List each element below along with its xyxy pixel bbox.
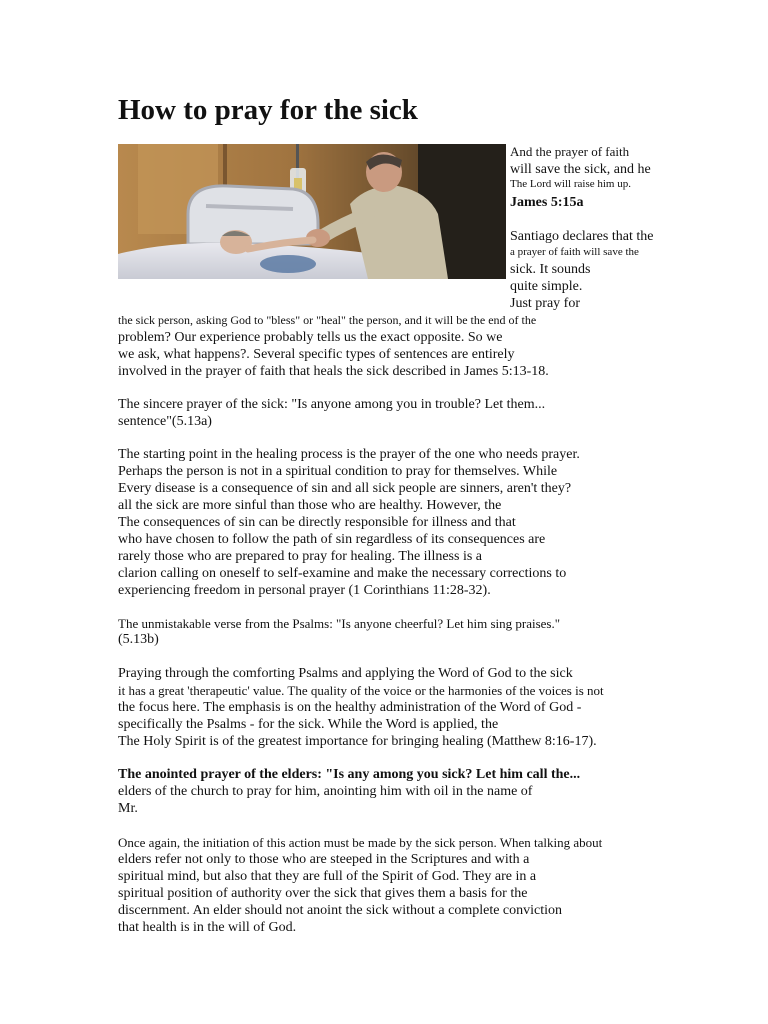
body-line: (5.13b) xyxy=(118,632,159,647)
side-line: a prayer of faith will save the xyxy=(510,246,639,258)
page-title: How to pray for the sick xyxy=(118,94,418,126)
body-line: The Holy Spirit is of the greatest importance for bringing healing (Matthew 8:16-17). xyxy=(118,734,597,749)
hospital-prayer-photo xyxy=(118,144,506,279)
body-line: specifically the Psalms - for the sick. While the Word is applied, the xyxy=(118,717,499,732)
body-line: clarion calling on oneself to self-examine and make the necessary corrections to xyxy=(118,566,567,581)
section-heading: The sincere prayer of the sick: "Is anyone among you in trouble? Let them... xyxy=(118,397,546,412)
body-line: spiritual mind, but also that they are full of the Spirit of God. They are in a xyxy=(118,869,537,884)
body-line: Perhaps the person is not in a spiritual condition to pray for themselves. While xyxy=(118,464,558,479)
side-line: The Lord will raise him up. xyxy=(510,178,631,190)
body-line: who have chosen to follow the path of sin regardless of its consequences are xyxy=(118,532,546,547)
body-line: The starting point in the healing process is the prayer of the one who needs prayer. xyxy=(118,447,580,462)
body-line: Every disease is a consequence of sin and all sick people are sinners, aren't they? xyxy=(118,481,572,496)
body-line: involved in the prayer of faith that heals the sick described in James 5:13-18. xyxy=(118,364,549,379)
body-line: elders refer not only to those who are steeped in the Scriptures and with a xyxy=(118,852,530,867)
side-line: Santiago declares that the xyxy=(510,229,654,244)
section-heading: The unmistakable verse from the Psalms: "Is anyone cheerful? Let him sing praises." xyxy=(118,616,561,631)
body-line: that health is in the will of God. xyxy=(118,920,297,935)
side-line: will save the sick, and he xyxy=(510,162,651,177)
body-line: elders of the church to pray for him, anointing him with oil in the name of xyxy=(118,784,533,799)
body-line: Praying through the comforting Psalms and applying the Word of God to the sick xyxy=(118,666,573,681)
side-line: Just pray for xyxy=(510,296,580,311)
section-heading: The anointed prayer of the elders: "Is any among you sick? Let him call the... xyxy=(118,767,581,782)
scripture-reference: James 5:15a xyxy=(510,195,584,210)
body-line: rarely those who are prepared to pray for healing. The illness is a xyxy=(118,549,482,564)
body-line: we ask, what happens?. Several specific types of sentences are entirely xyxy=(118,347,515,362)
side-line: sick. It sounds xyxy=(510,262,591,277)
body-line: sentence"(5.13a) xyxy=(118,414,212,429)
body-line: experiencing freedom in personal prayer (1 Corinthians 11:28-32). xyxy=(118,583,491,598)
body-line: the sick person, asking God to "bless" or "heal" the person, and it will be the end of the xyxy=(118,313,537,327)
body-line: the focus here. The emphasis is on the healthy administration of the Word of God - xyxy=(118,700,582,715)
body-line: it has a great 'therapeutic' value. The quality of the voice or the harmonies of the voices is not xyxy=(118,683,604,698)
body-line: problem? Our experience probably tells us the exact opposite. So we xyxy=(118,330,503,345)
side-line: quite simple. xyxy=(510,279,583,294)
body-line: The consequences of sin can be directly responsible for illness and that xyxy=(118,515,516,530)
body-line: Once again, the initiation of this action must be made by the sick person. When talking about xyxy=(118,835,603,850)
body-line: all the sick are more sinful than those who are healthy. However, the xyxy=(118,498,502,513)
body-line: discernment. An elder should not anoint the sick without a complete conviction xyxy=(118,903,563,918)
body-line: spiritual position of authority over the sick that gives them a basis for the xyxy=(118,886,528,901)
side-line: And the prayer of faith xyxy=(510,144,630,159)
body-line: Mr. xyxy=(118,801,138,816)
